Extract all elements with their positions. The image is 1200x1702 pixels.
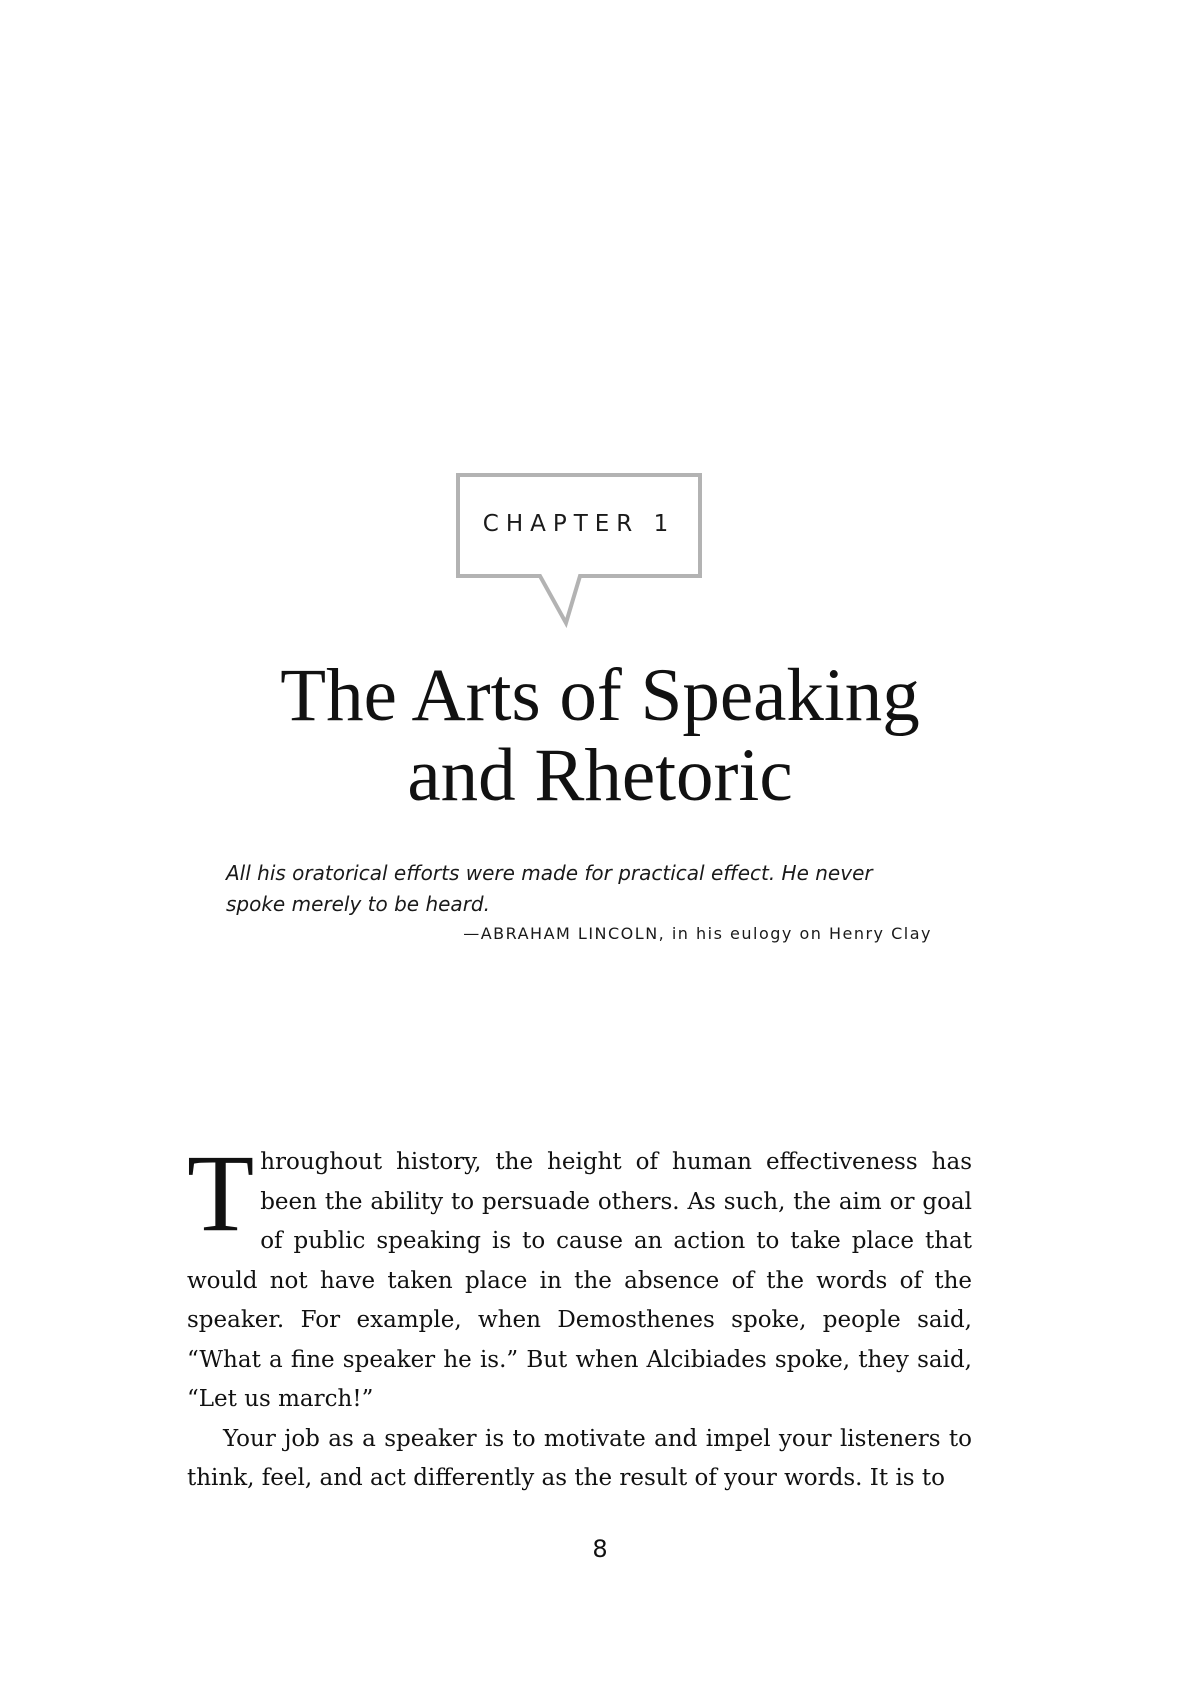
body-text [187, 1132, 972, 1499]
paragraph-1 [187, 1132, 972, 1420]
epigraph-quote: All his oratorical efforts were made for practical effect. He never spoke merely to be heard. [226, 861, 873, 916]
drop-cap: T [187, 1132, 255, 1254]
speech-bubble-icon [456, 473, 702, 629]
paragraph-1-text: hroughout history, the height of human effectiveness has been the ability to persuade others. As such, the aim or goal of public speaking is to cause an action to take place that would not have taken place in the absence of the words of the speaker. For example, when Demosthenes spoke, people said, “What a fine speaker he is.” But when Alcibiades spoke, they said, “Let us march!” [187, 1149, 972, 1412]
paragraph-2: Your job as a speaker is to motivate and impel your listeners to think, feel, and act differently as the result of your words. It is to [187, 1425, 972, 1491]
chapter-label: CHAPTER 1 [482, 511, 676, 537]
epigraph-attribution: —ABRAHAM LINCOLN, in his eulogy on Henry Clay [463, 924, 932, 943]
page-number: 8 [592, 1535, 608, 1563]
chapter-title [0, 656, 1200, 816]
chapter-speech-bubble [456, 473, 702, 629]
chapter-title-line-1: The Arts of Speaking [280, 654, 920, 737]
chapter-title-line-2: and Rhetoric [407, 734, 793, 817]
epigraph [226, 858, 932, 943]
